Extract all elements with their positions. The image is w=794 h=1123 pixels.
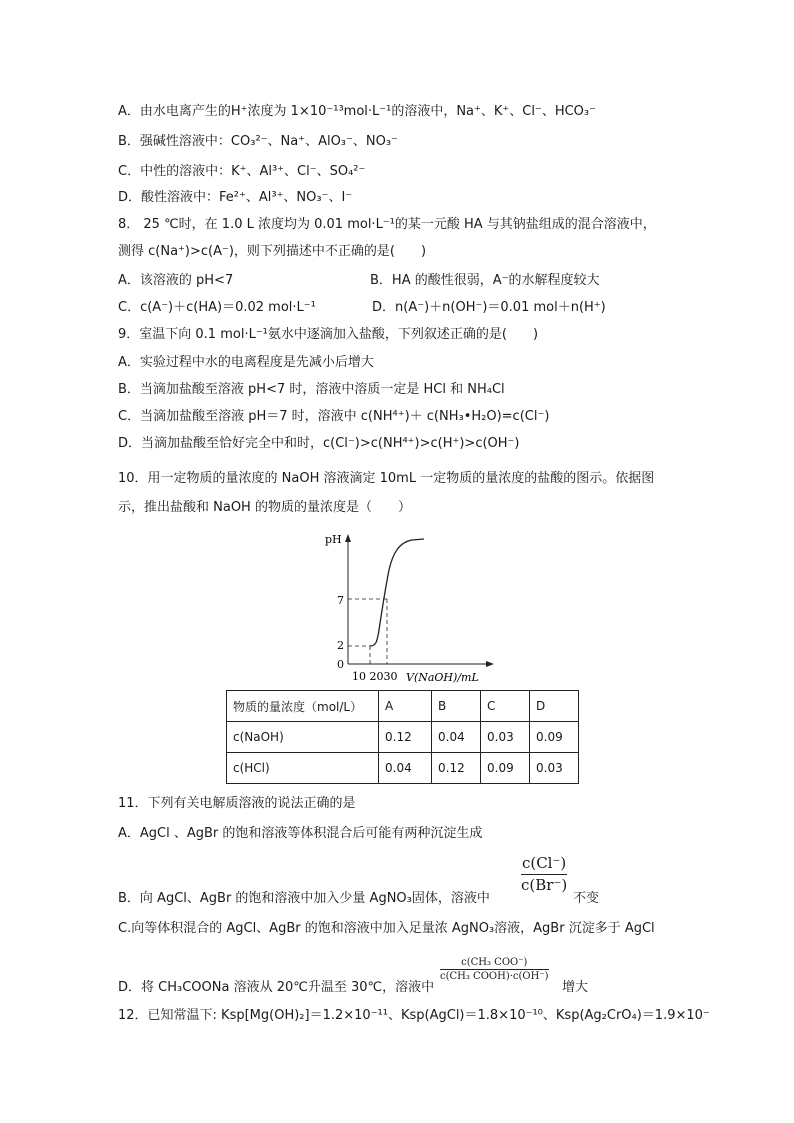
x-ticks: 10 2030 xyxy=(352,670,398,683)
q9-option-b: B．当滴加盐酸至溶液 pH<7 时，溶液中溶质一定是 HCl 和 NH₄Cl xyxy=(118,382,505,397)
fraction-acetate xyxy=(440,956,549,983)
q10-stem-cont: 示，推出盐酸和 NaOH 的物质的量浓度是（ ） xyxy=(118,500,411,515)
q9-option-a: A．实验过程中水的电离程度是先减小后增大 xyxy=(118,355,374,370)
table-cell: c(HCl) xyxy=(227,753,379,784)
table-cell: 0.04 xyxy=(432,722,481,753)
q9-option-d: D．当滴加盐酸至恰好完全中和时，c(Cl⁻)>c(NH⁴⁺)>c(H⁺)>c(OH⁻) xyxy=(118,436,520,451)
titration-graph xyxy=(318,530,498,685)
concentration-table xyxy=(226,690,579,784)
fraction-cl-br xyxy=(521,853,567,896)
q11-option-b xyxy=(118,890,490,908)
q9-stem: 9．室温下向 0.1 mol·L⁻¹氨水中逐滴加入盐酸，下列叙述正确的是( ) xyxy=(118,327,539,342)
q11-option-c: C.向等体积混合的 AgCl、AgBr 的饱和溶液中加入足量浓 AgNO₃溶液，AgBr 沉淀多于 AgCl xyxy=(118,921,655,936)
table-header-cell: A xyxy=(379,691,432,722)
table-cell: 0.03 xyxy=(481,722,530,753)
q9-option-c: C．当滴加盐酸至溶液 pH＝7 时，溶液中 c(NH⁴⁺)＋ c(NH₃•H₂O)=c(Cl⁻) xyxy=(118,409,550,424)
q7-option-c: C．中性的溶液中：K⁺、Al³⁺、Cl⁻、SO₄²⁻ xyxy=(118,164,366,179)
x-axis-label: V(NaOH)/mL xyxy=(406,671,479,684)
table-row xyxy=(227,753,579,784)
table-cell: 0.09 xyxy=(481,753,530,784)
titration-curve xyxy=(370,539,424,646)
table-header-cell: B xyxy=(432,691,481,722)
table-cell: 0.12 xyxy=(379,722,432,753)
q7-option-b: B．强碱性溶液中：CO₃²⁻、Na⁺、AlO₃⁻、NO₃⁻ xyxy=(118,134,398,149)
table-cell: 0.09 xyxy=(530,722,579,753)
fraction-denominator: c(CH₃ COOH)·c(OH⁻) xyxy=(440,971,549,982)
q11-stem: 11．下列有关电解质溶液的说法正确的是 xyxy=(118,796,356,811)
q10-stem: 10．用一定物质的量浓度的 NaOH 溶液滴定 10mL 一定物质的量浓度的盐酸的图示。依据图 xyxy=(118,471,655,486)
x-axis-arrow xyxy=(486,661,494,667)
y-tick-7: 7 xyxy=(337,594,344,607)
q7-option-a: A．由水电离产生的H⁺浓度为 1×10⁻¹³mol·L⁻¹的溶液中，Na⁺、K⁺、Cl⁻、HCO₃⁻ xyxy=(118,104,596,119)
q11-option-b-suffix: 不变 xyxy=(573,891,600,906)
q11-option-d: D．将 CH₃COONa 溶液从 20℃升温至 30℃，溶液中 xyxy=(118,980,435,995)
table-cell: c(NaOH) xyxy=(227,722,379,753)
q8-option-c: C．c(A⁻)＋c(HA)＝0.02 mol·L⁻¹ xyxy=(118,300,316,315)
q11-option-a: A．AgCl 、AgBr 的饱和溶液等体积混合后可能有两种沉淀生成 xyxy=(118,826,483,841)
table-cell: 0.04 xyxy=(379,753,432,784)
table-cell: 0.12 xyxy=(432,753,481,784)
fraction-numerator: c(Cl⁻) xyxy=(521,854,567,872)
table-cell: 0.03 xyxy=(530,753,579,784)
y-axis-arrow xyxy=(345,534,351,542)
fraction-numerator: c(CH₃ COO⁻) xyxy=(461,957,528,968)
q11-option-b-text: B．向 AgCl、AgBr 的饱和溶液中加入少量 AgNO₃固体，溶液中 xyxy=(118,891,490,906)
q8-stem-cont: 测得 c(Na⁺)>c(A⁻)，则下列描述中不正确的是( ) xyxy=(118,244,427,259)
table-header-cell: D xyxy=(530,691,579,722)
table-row xyxy=(227,691,579,722)
y-axis-label: pH xyxy=(325,533,342,546)
q12-stem: 12．已知常温下: Ksp[Mg(OH)₂]＝1.2×10⁻¹¹、Ksp(AgCl)＝1.8×10⁻¹⁰、Ksp(Ag₂CrO₄)＝1.9×10⁻ xyxy=(118,1008,710,1023)
q11-option-d-suffix: 增大 xyxy=(562,980,589,995)
fraction-denominator: c(Br⁻) xyxy=(521,876,568,894)
q8-stem: 8． 25 ℃时，在 1.0 L 浓度均为 0.01 mol·L⁻¹的某一元酸 HA 与其钠盐组成的混合溶液中， xyxy=(118,217,656,232)
q7-option-d: D．酸性溶液中：Fe²⁺、Al³⁺、NO₃⁻、I⁻ xyxy=(118,190,353,205)
y-tick-2: 2 xyxy=(337,639,344,652)
table-header-cell: C xyxy=(481,691,530,722)
q8-option-b: B．HA 的酸性很弱，A⁻的水解程度较大 xyxy=(370,273,600,288)
y-tick-0: 0 xyxy=(337,658,344,671)
table-row xyxy=(227,722,579,753)
q8-option-d: D．n(A⁻)＋n(OH⁻)＝0.01 mol＋n(H⁺) xyxy=(372,300,606,315)
table-header-cell: 物质的量浓度（mol/L） xyxy=(227,691,379,722)
q8-option-a: A．该溶液的 pH<7 xyxy=(118,273,234,288)
